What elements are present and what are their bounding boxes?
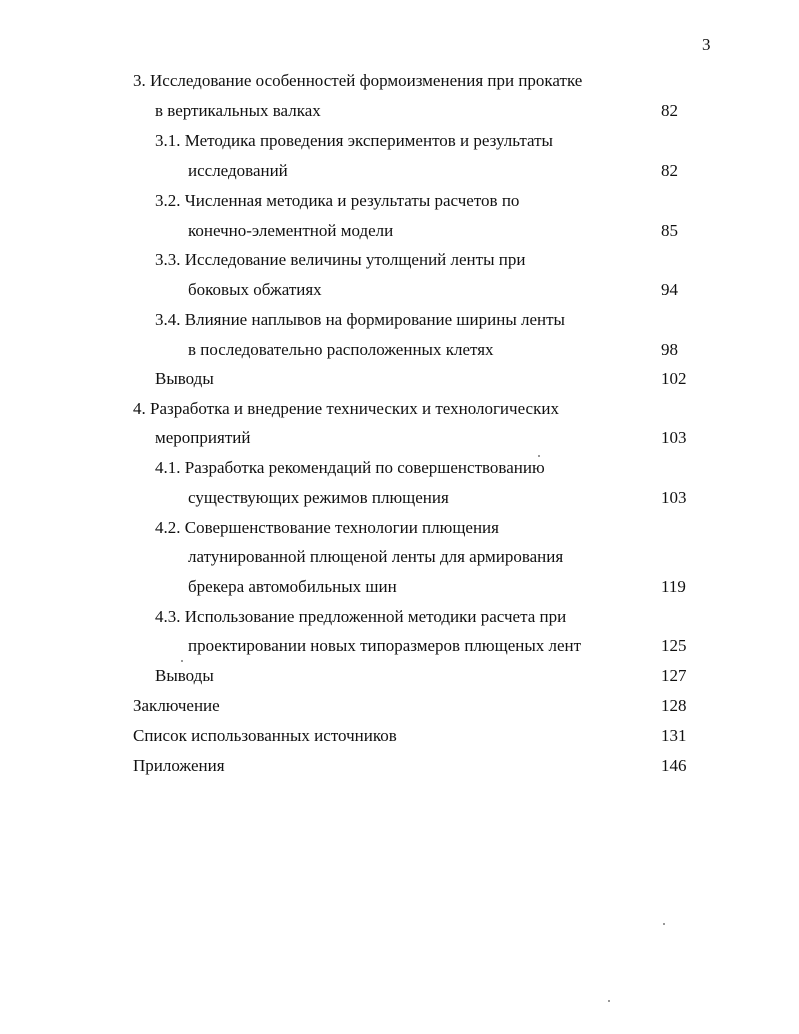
toc-page-number: 103	[661, 428, 687, 447]
toc-section-4-conclusions: Выводы	[155, 666, 214, 685]
toc-page-number: 98	[661, 340, 678, 359]
scan-speck	[608, 1000, 610, 1002]
toc-section-3-4: 3.4. Влияние наплывов на формирование ширины ленты	[155, 310, 565, 329]
toc-appendices: Приложения	[133, 756, 225, 775]
toc-section-3-2: 3.2. Численная методика и результаты расчетов по	[155, 191, 520, 210]
toc-section-3-3: 3.3. Исследование величины утолщений ленты при	[155, 250, 526, 269]
toc-page-number: 146	[661, 756, 687, 775]
toc-page-number: 125	[661, 636, 687, 655]
toc-page-number: 131	[661, 726, 687, 745]
toc-page-number: 82	[661, 161, 678, 180]
scan-speck	[663, 923, 665, 925]
toc-section-3-4-cont: в последовательно расположенных клетях	[188, 340, 494, 359]
toc-references: Список использованных источников	[133, 726, 397, 745]
toc-section-4-3-cont: проектировании новых типоразмеров плющеных лент	[188, 636, 582, 655]
toc-section-4-2-cont2: брекера автомобильных шин	[188, 577, 397, 596]
toc-section-4-title: 4. Разработка и внедрение технических и технологических	[133, 399, 559, 418]
toc-section-3-1: 3.1. Методика проведения экспериментов и результаты	[155, 131, 553, 150]
toc-conclusion: Заключение	[133, 696, 220, 715]
scan-speck	[538, 455, 540, 457]
toc-page-number: 103	[661, 488, 687, 507]
toc-section-3-conclusions: Выводы	[155, 369, 214, 388]
toc-page-number: 85	[661, 221, 678, 240]
toc-section-4-2: 4.2. Совершенствование технологии плющения	[155, 518, 499, 537]
toc-section-3-3-cont: боковых обжатиях	[188, 280, 322, 299]
toc-section-3-title: 3. Исследование особенностей формоизменения при прокатке	[133, 71, 583, 90]
toc-section-3-title-cont: в вертикальных валках	[155, 101, 321, 120]
page-number: 3	[702, 35, 711, 54]
toc-section-4-1-cont: существующих режимов плющения	[188, 488, 449, 507]
toc-page-number: 102	[661, 369, 687, 388]
toc-section-4-3: 4.3. Использование предложенной методики расчета при	[155, 607, 567, 626]
toc-page-number: 94	[661, 280, 678, 299]
toc-section-3-1-cont: исследований	[188, 161, 288, 180]
toc-page-number: 128	[661, 696, 687, 715]
toc-section-4-1: 4.1. Разработка рекомендаций по совершенствованию	[155, 458, 545, 477]
toc-page-number: 119	[661, 577, 686, 596]
toc-section-4-2-cont: латунированной плющеной ленты для армирования	[188, 547, 564, 566]
toc-section-3-2-cont: конечно-элементной модели	[188, 221, 394, 240]
toc-section-4-title-cont: мероприятий	[155, 428, 251, 447]
scan-speck	[181, 660, 183, 662]
toc-page-number: 127	[661, 666, 687, 685]
toc-page-number: 82	[661, 101, 678, 120]
